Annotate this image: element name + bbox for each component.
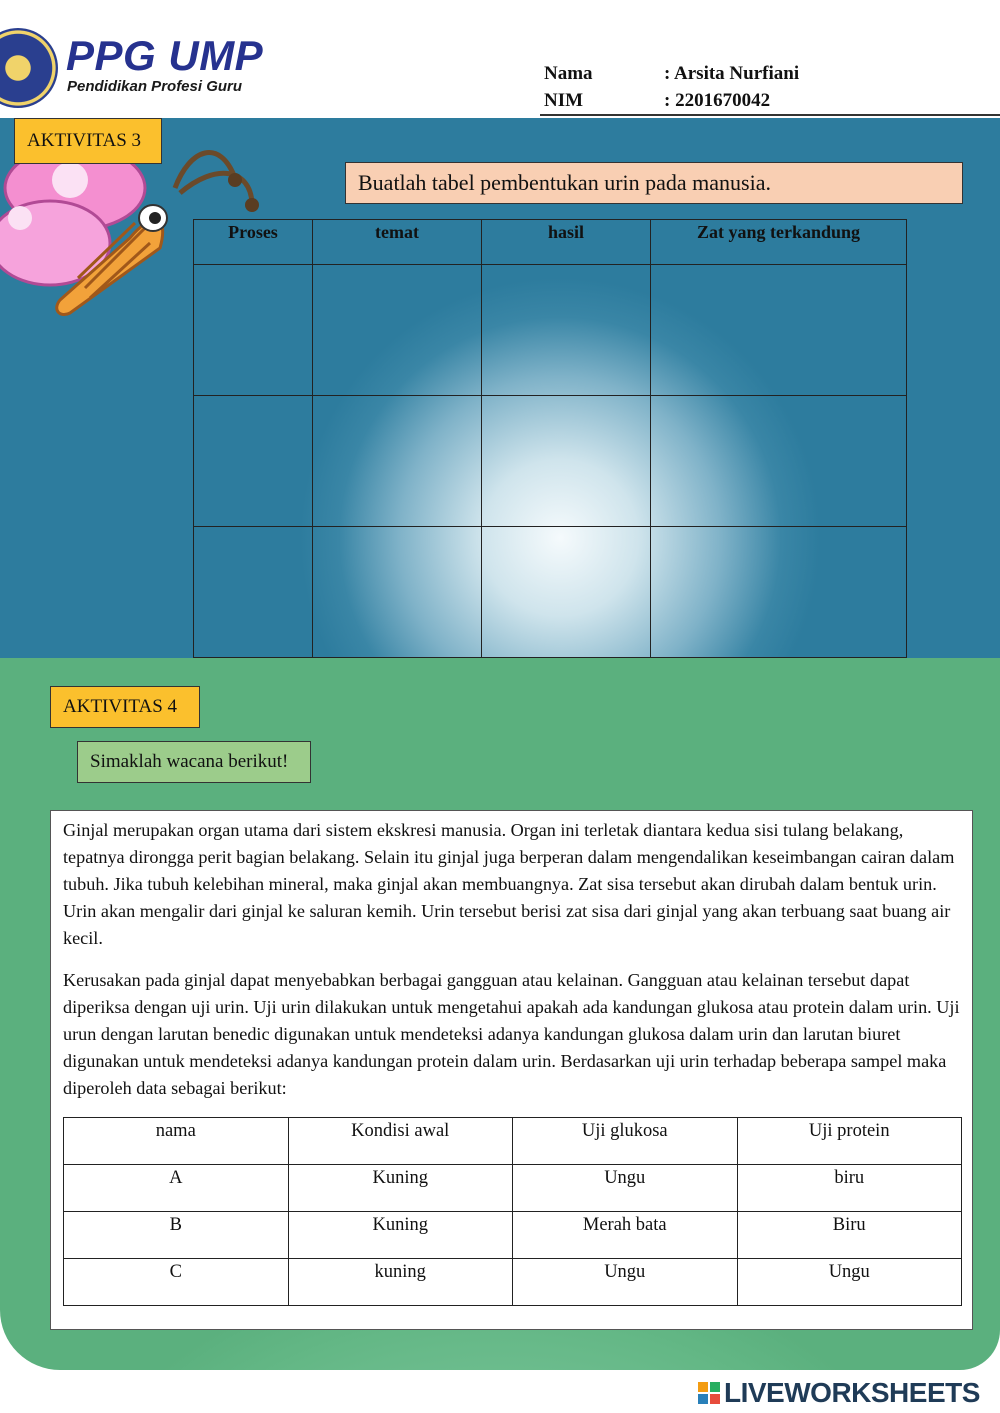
header-cell: Kondisi awal [288, 1118, 513, 1165]
header-temat: temat [313, 220, 482, 265]
identity-row-nim [544, 87, 1000, 114]
table-row [194, 396, 907, 527]
header-hasil: hasil [482, 220, 651, 265]
input-cell[interactable] [651, 527, 907, 658]
mark-square [698, 1394, 708, 1404]
activity4-label: AKTIVITAS 4 [50, 686, 200, 728]
liveworksheets-logo [698, 1377, 980, 1409]
liveworksheets-brand: LIVEWORKSHEETS [724, 1377, 980, 1408]
input-cell[interactable] [194, 265, 313, 396]
identity-label: NIM [544, 89, 584, 111]
table-cell: kuning [288, 1259, 513, 1306]
table-row [64, 1259, 962, 1306]
table-cell: Merah bata [513, 1212, 738, 1259]
input-cell[interactable] [313, 527, 482, 658]
urine-formation-table [193, 219, 907, 658]
input-cell[interactable] [651, 396, 907, 527]
input-cell[interactable] [313, 396, 482, 527]
table-row [64, 1165, 962, 1212]
mark-square [710, 1382, 720, 1392]
activity4-instruction: Simaklah wacana berikut! [77, 741, 311, 783]
table-row [64, 1212, 962, 1259]
table-cell: A [64, 1165, 289, 1212]
table-cell: biru [737, 1165, 962, 1212]
input-cell[interactable] [482, 527, 651, 658]
input-cell[interactable] [651, 265, 907, 396]
passage-paragraph-2: Kerusakan pada ginjal dapat menyebabkan berbagai gangguan atau kelainan. Gangguan atau kelainan tersebut dapat diperiksa dengan uji urin. Uji urin dilakukan untuk mengetahui apakah ada kandungan glukosa atau protein dalam urin. Uji urun dengan larutan benedic digunakan untuk mendeteksi adanya kandungan glukosa dalam urin dan larutan biuret digunakan untuk mendeteksi adanya kandungan protein dalam urin. Berdasarkan uji urin terhadap beberapa sampel maka diperoleh data sebagai berikut: [63, 970, 960, 1098]
table-cell: Ungu [513, 1165, 738, 1212]
mark-square [710, 1394, 720, 1404]
input-cell[interactable] [482, 265, 651, 396]
mark-square [698, 1382, 708, 1392]
header-cell: nama [64, 1118, 289, 1165]
identity-value: : Arsita Nurfiani [664, 62, 800, 84]
input-cell[interactable] [482, 396, 651, 527]
table-cell: B [64, 1212, 289, 1259]
input-cell[interactable] [194, 396, 313, 527]
table-header-row [64, 1118, 962, 1165]
table-cell: C [64, 1259, 289, 1306]
table-row [194, 265, 907, 396]
ppg-ump-logo-subtitle: Pendidikan Profesi Guru [67, 78, 243, 95]
header-proses: Proses [194, 220, 313, 265]
university-seal-logo [0, 28, 58, 108]
activity3-label: AKTIVITAS 3 [14, 118, 162, 164]
reading-passage-box [50, 810, 973, 1330]
activity3-instruction: Buatlah tabel pembentukan urin pada manusia. [345, 162, 963, 204]
header-cell: Uji glukosa [513, 1118, 738, 1165]
table-row [194, 527, 907, 658]
input-cell[interactable] [313, 265, 482, 396]
ppg-ump-logo-title: PPG UMP [66, 32, 264, 79]
urine-test-table [63, 1117, 962, 1306]
table-cell: Biru [737, 1212, 962, 1259]
table-cell: Kuning [288, 1165, 513, 1212]
header-cell: Uji protein [737, 1118, 962, 1165]
table-cell: Kuning [288, 1212, 513, 1259]
header-zat: Zat yang terkandung [651, 220, 907, 265]
liveworksheets-mark-icon [698, 1382, 720, 1404]
identity-value: : 2201670042 [664, 89, 771, 111]
header-divider [540, 114, 1000, 116]
passage-paragraph-1: Ginjal merupakan organ utama dari sistem ekskresi manusia. Organ ini terletak diantara kedua sisi tulang belakang, tepatnya dirongga perit bagian belakang. Selain itu ginjal juga berperan dalam mengendalikan keseimbangan cairan dalam tubuh. Jika tubuh kelebihan mineral, maka ginjal akan membuangnya. Zat sisa tersebut akan dirubah dalam bentuk urin. Urin akan mengalir dari ginjal ke saluran kemih. Urin tersebut berisi zat sisa dari ginjal yang akan terbuang saat buang air kecil. [63, 820, 955, 948]
identity-row-name [544, 60, 1000, 87]
identity-label: Nama [544, 62, 593, 84]
table-header-row [194, 220, 907, 265]
student-identity [544, 60, 1000, 114]
input-cell[interactable] [194, 527, 313, 658]
table-cell: Ungu [513, 1259, 738, 1306]
table-cell: Ungu [737, 1259, 962, 1306]
